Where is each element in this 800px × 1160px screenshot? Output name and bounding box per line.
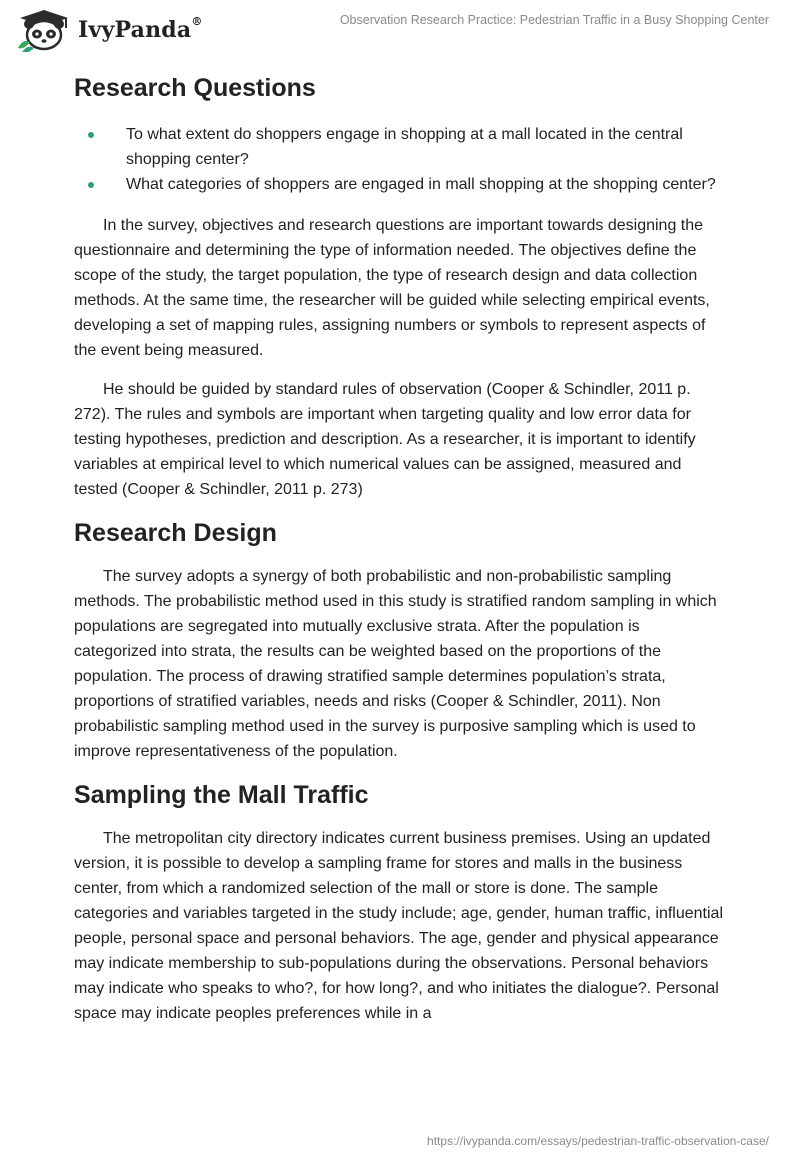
brand-name: IvyPanda® bbox=[78, 15, 203, 43]
article-body bbox=[74, 71, 726, 1026]
bullet-icon bbox=[88, 132, 94, 138]
heading-research-design: Research Design bbox=[74, 519, 277, 547]
panda-logo-icon bbox=[14, 8, 72, 52]
heading-sampling-mall-traffic: Sampling the Mall Traffic bbox=[74, 781, 369, 809]
paragraph: The survey adopts a synergy of both probabilistic and non-probabilistic sampling methods. The probabilistic method used in this study is stratified random sampling in which populations are segregated into mutually exclusive strata. After the population is categorized into strata, the results can be weighted based on the proportions of the population. The process of drawing stratified sample determines population’s strata, proportions of stratified variables, needs and risks (Cooper & Schindler, 2011). Non probabilistic sampling method used in the survey is purposive sampling which is used to improve representativeness of the population. bbox=[74, 568, 717, 760]
bullet-icon bbox=[88, 182, 94, 188]
paragraph: In the survey, objectives and research questions are important towards designing the questionnaire and determining the type of information needed. The objectives define the scope of the study, the target population, the type of research design and data collection methods. At the same time, the researcher will be guided while selecting empirical events, developing a set of mapping rules, assigning numbers or symbols to represent aspects of the event being measured. bbox=[74, 217, 710, 359]
brand-logo[interactable] bbox=[14, 10, 203, 50]
paragraph: He should be guided by standard rules of observation (Cooper & Schindler, 2011 p. 272). The rules and symbols are important when targeting quality and low error data for testing hypotheses, prediction and description. As a researcher, it is important to identify variables at empirical level to which numerical values can be assigned, measured and tested (Cooper & Schindler, 2011 p. 273) bbox=[74, 381, 696, 498]
source-url-link[interactable]: https://ivypanda.com/essays/pedestrian-traffic-observation-case/ bbox=[427, 1134, 769, 1148]
heading-research-questions: Research Questions bbox=[74, 74, 316, 102]
document-title: Observation Research Practice: Pedestrian Traffic in a Busy Shopping Center bbox=[339, 13, 769, 27]
research-questions-list bbox=[74, 122, 726, 197]
list-item: To what extent do shoppers engage in shopping at a mall located in the central shopping center? bbox=[74, 122, 726, 172]
list-item: What categories of shoppers are engaged in mall shopping at the shopping center? bbox=[74, 172, 726, 197]
paragraph: The metropolitan city directory indicates current business premises. Using an updated version, it is possible to develop a sampling frame for stores and malls in the business center, from which a randomized selection of the mall or store is done. The sample categories and variables targeted in the study include; age, gender, human traffic, influential people, personal space and personal behaviors. The age, gender and physical appearance may indicate membership to sub-populations during the observations. Personal behaviors may indicate who speaks to who?, for how long?, and who initiates the dialogue?. Personal space may indicate peoples preferences while in a bbox=[74, 830, 724, 1022]
